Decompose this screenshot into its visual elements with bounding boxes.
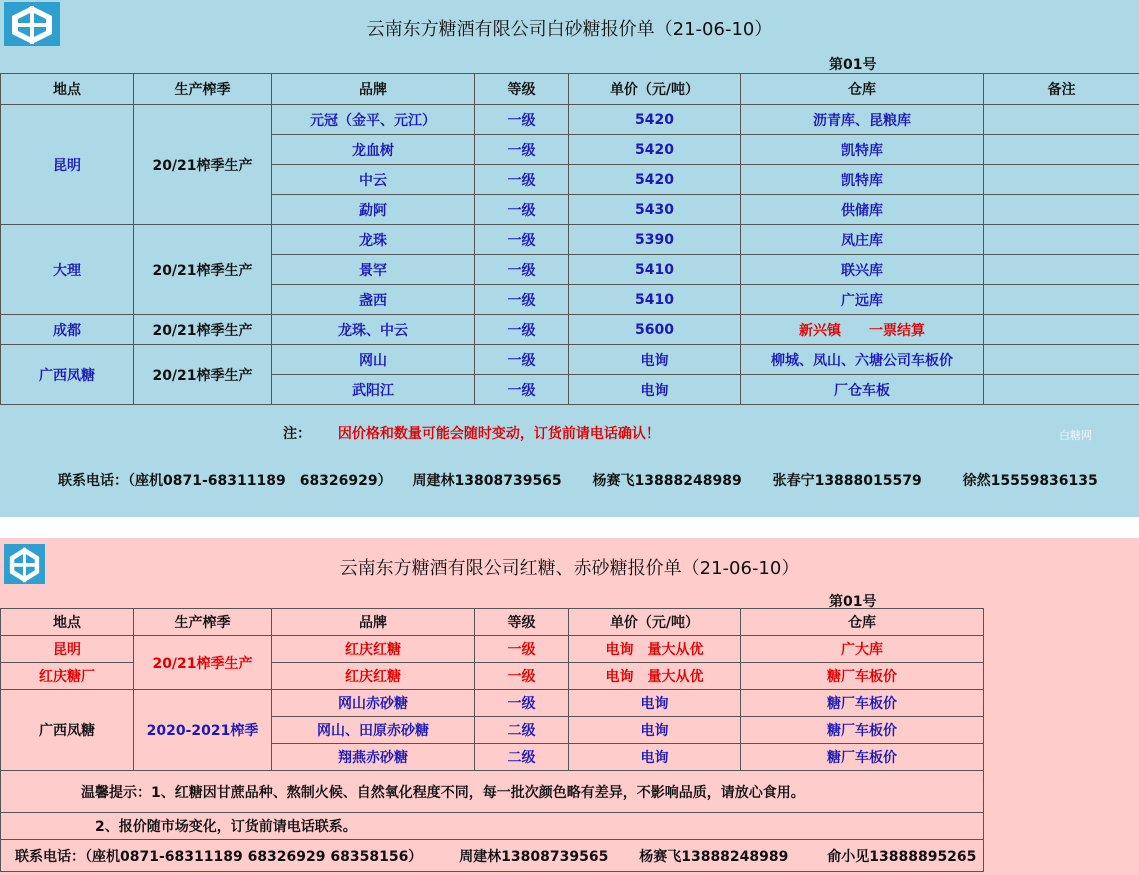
price-cell: 5420 — [569, 105, 741, 135]
brand-cell: 龙珠、中云 — [272, 315, 475, 345]
contact-person: 周建林13808739565 — [459, 848, 609, 865]
brand-cell: 勐阿 — [272, 195, 475, 225]
tip-text-2: 2、报价随市场变化，订货前请电话联系。 — [1, 813, 984, 840]
warehouse-cell: 凤庄库 — [741, 225, 984, 255]
location-cell: 广西凤糖 — [1, 690, 134, 771]
price-cell: 5420 — [569, 165, 741, 195]
location-cell: 昆明 — [1, 105, 134, 225]
column-header: 地点 — [1, 74, 134, 105]
brand-cell: 红庆红糖 — [272, 636, 475, 663]
brand-cell: 武阳江 — [272, 375, 475, 405]
brand-cell: 元冠（金平、元江） — [272, 105, 475, 135]
warehouse-cell: 沥青库、昆粮库 — [741, 105, 984, 135]
warehouse-cell: 联兴库 — [741, 255, 984, 285]
grade-cell: 一级 — [475, 375, 569, 405]
red-sugar-table — [0, 608, 984, 872]
contact-person: 徐然15559836135 — [962, 473, 1098, 489]
location-cell: 红庆糖厂 — [1, 663, 134, 690]
tip-row — [1, 771, 984, 813]
contact-phone: 联系电话：（座机0871-68311189 68326929 68358156） — [15, 848, 423, 865]
serial-number: 第01号 — [829, 57, 877, 73]
price-cell: 电询 — [569, 690, 741, 717]
grade-cell: 一级 — [475, 195, 569, 225]
warehouse-cell: 广大库 — [741, 636, 984, 663]
brand-cell: 网山 — [272, 345, 475, 375]
grade-cell: 一级 — [475, 105, 569, 135]
price-cell: 电询 — [569, 717, 741, 744]
price-cell: 5410 — [569, 285, 741, 315]
grade-cell: 一级 — [475, 690, 569, 717]
season-cell: 20/21榨季生产 — [134, 345, 272, 405]
note-cell — [984, 195, 1139, 225]
location-cell: 大理 — [1, 225, 134, 315]
grade-cell: 二级 — [475, 744, 569, 771]
grade-cell: 二级 — [475, 717, 569, 744]
note-cell — [984, 375, 1139, 405]
column-header: 备注 — [984, 74, 1139, 105]
location-cell: 广西凤糖 — [1, 345, 134, 405]
grade-cell: 一级 — [475, 255, 569, 285]
brand-cell: 盏西 — [272, 285, 475, 315]
red-sugar-panel — [0, 538, 1139, 875]
price-cell: 电询 量大从优 — [569, 663, 741, 690]
column-header: 单价（元/吨） — [569, 74, 741, 105]
table-header-row — [1, 74, 1139, 105]
column-header: 品牌 — [272, 609, 475, 636]
warehouse-cell: 厂仓车板 — [741, 375, 984, 405]
brand-cell: 龙血树 — [272, 135, 475, 165]
warehouse-cell: 供储库 — [741, 195, 984, 225]
grade-cell: 一级 — [475, 663, 569, 690]
season-cell: 20/21榨季生产 — [134, 105, 272, 225]
contact-person: 张春宁13888015579 — [772, 473, 922, 489]
table-row — [1, 225, 1139, 255]
notice-label: 注： — [283, 426, 311, 442]
contact-person: 杨赛飞13888248989 — [639, 848, 789, 865]
tip-text-1: 温馨提示：1、红糖因甘蔗品种、熬制火候、自然氧化程度不同，每一批次颜色略有差异，不影响品质，请放心食用。 — [1, 771, 984, 813]
contact-line — [1, 840, 984, 872]
price-cell: 5410 — [569, 255, 741, 285]
warehouse-cell: 凯特库 — [741, 135, 984, 165]
contact-phone: 联系电话：（座机0871-68311189 68326929） — [58, 473, 392, 489]
warehouse-cell: 新兴镇 一票结算 — [741, 315, 984, 345]
location-cell: 成都 — [1, 315, 134, 345]
note-cell — [984, 285, 1139, 315]
note-cell — [984, 105, 1139, 135]
notice-text: 因价格和数量可能会随时变动，订货前请电话确认！ — [337, 426, 660, 442]
contact-person: 俞小见13888895265 — [827, 848, 977, 865]
grade-cell: 一级 — [475, 345, 569, 375]
serial-number: 第01号 — [829, 594, 877, 610]
warehouse-cell: 糖厂车板价 — [741, 717, 984, 744]
column-header: 生产榨季 — [134, 74, 272, 105]
column-header: 仓库 — [741, 609, 984, 636]
note-cell — [984, 345, 1139, 375]
contact-person: 杨赛飞13888248989 — [592, 473, 742, 489]
season-cell: 20/21榨季生产 — [134, 315, 272, 345]
column-header: 仓库 — [741, 74, 984, 105]
price-cell: 5600 — [569, 315, 741, 345]
warehouse-cell: 糖厂车板价 — [741, 663, 984, 690]
price-cell: 电询 — [569, 744, 741, 771]
brand-cell: 景罕 — [272, 255, 475, 285]
column-header: 等级 — [475, 74, 569, 105]
column-header: 单价（元/吨） — [569, 609, 741, 636]
grade-cell: 一级 — [475, 285, 569, 315]
warehouse-cell: 柳城、凤山、六塘公司车板价 — [741, 345, 984, 375]
warehouse-cell: 糖厂车板价 — [741, 744, 984, 771]
warehouse-cell: 广远库 — [741, 285, 984, 315]
brand-cell: 网山、田原赤砂糖 — [272, 717, 475, 744]
warehouse-cell: 糖厂车板价 — [741, 690, 984, 717]
column-header: 品牌 — [272, 74, 475, 105]
table-row — [1, 636, 984, 663]
grade-cell: 一级 — [475, 135, 569, 165]
price-cell: 电询 — [569, 375, 741, 405]
brand-cell: 红庆红糖 — [272, 663, 475, 690]
note-cell — [984, 135, 1139, 165]
season-cell: 20/21榨季生产 — [134, 636, 272, 690]
grade-cell: 一级 — [475, 315, 569, 345]
contact-line — [58, 470, 1098, 490]
price-cell: 5430 — [569, 195, 741, 225]
page-title: 云南东方糖酒有限公司红糖、赤砂糖报价单（21-06-10） — [339, 558, 800, 579]
grade-cell: 一级 — [475, 636, 569, 663]
warehouse-cell: 凯特库 — [741, 165, 984, 195]
season-cell: 20/21榨季生产 — [134, 225, 272, 315]
brand-cell: 网山赤砂糖 — [272, 690, 475, 717]
price-cell: 电询 — [569, 345, 741, 375]
note-cell — [984, 165, 1139, 195]
watermark: 白糖网 — [1059, 429, 1092, 442]
season-cell: 2020-2021榨季 — [134, 690, 272, 771]
brand-cell: 翔燕赤砂糖 — [272, 744, 475, 771]
table-row — [1, 105, 1139, 135]
contact-person: 周建林13808739565 — [412, 473, 562, 489]
column-header: 等级 — [475, 609, 569, 636]
table-row — [1, 315, 1139, 345]
note-cell — [984, 315, 1139, 345]
note-cell — [984, 255, 1139, 285]
table-row — [1, 345, 1139, 375]
grade-cell: 一级 — [475, 165, 569, 195]
tip-row — [1, 813, 984, 840]
table-row — [1, 690, 984, 717]
price-cell: 5420 — [569, 135, 741, 165]
table-header-row — [1, 609, 984, 636]
brand-cell: 中云 — [272, 165, 475, 195]
contact-row — [1, 840, 984, 872]
grade-cell: 一级 — [475, 225, 569, 255]
white-sugar-table — [0, 73, 1139, 405]
brand-cell: 龙珠 — [272, 225, 475, 255]
price-cell: 5390 — [569, 225, 741, 255]
price-cell: 电询 量大从优 — [569, 636, 741, 663]
column-header: 地点 — [1, 609, 134, 636]
column-header: 生产榨季 — [134, 609, 272, 636]
price-notice — [283, 423, 660, 443]
note-cell — [984, 225, 1139, 255]
location-cell: 昆明 — [1, 636, 134, 663]
page-title: 云南东方糖酒有限公司白砂糖报价单（21-06-10） — [366, 19, 773, 40]
